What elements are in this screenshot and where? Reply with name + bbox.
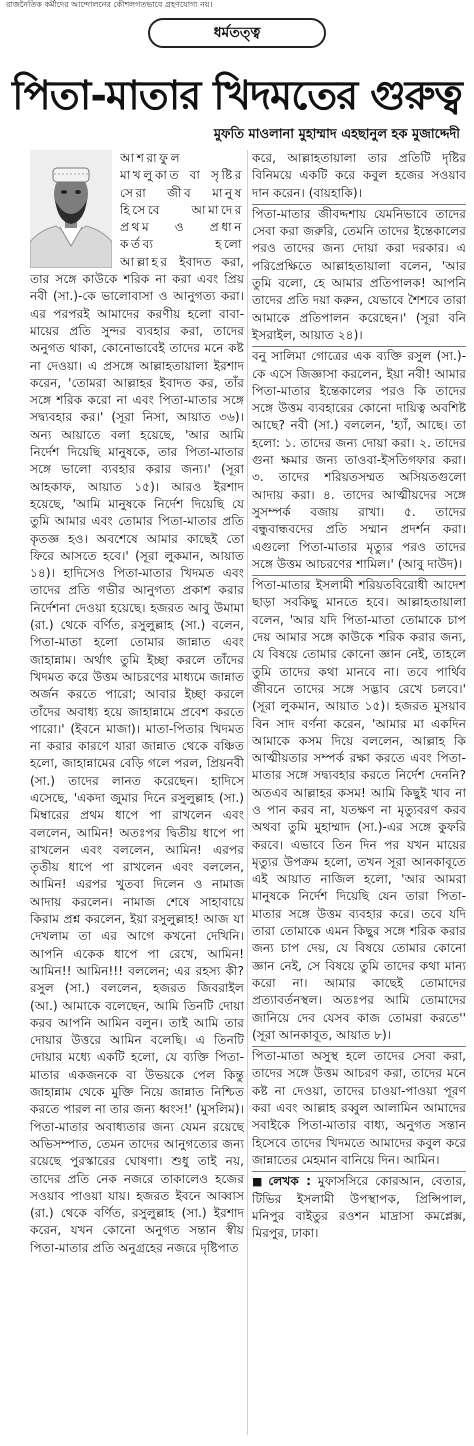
paragraph-rule: [252, 346, 466, 347]
article-paragraph: পিতা-মাতা অসুস্থ হলে তাদের সেবা করা, তাদের সঙ্গে উত্তম আচরণ করা, তাদের মনে কষ্ট না দেওয়া, তাদের চাওয়া-পাওয়া পূরণ করা এবং আল্লাহ রব্বুল আলামিন আমাদের সবাইকে পিতা-মাতার বাধ্য, অনুগত সন্তান হিসেবে তাদের খিদমতে আমাদের কবুল করে জান্নাতের মেহমান বানিয়ে দিন। আমিন।: [252, 1049, 466, 1167]
column-divider: [247, 150, 248, 1435]
article-column-left: [30, 150, 244, 1435]
article-paragraph: করে, আল্লাহতায়ালা তার প্রতিটি দৃষ্টির বিনিময়ে একটি করে কবুল হজের সওয়াব দান করেন। (বায়হাকি)।: [252, 151, 466, 200]
page-title: পিতা-মাতার খিদমতের গুরুত্ব: [12, 73, 462, 119]
paragraph-rule: [252, 1046, 466, 1047]
author-note-text: মুফাসসিরে কোরআন, বেতার, টিভির ইসলামী উপস্থাপক, প্রিন্সিপাল, মনিপুর বাইতুর রওশন মাদ্রাসা কমপ্লেক্স, মিরপুর, ঢাকা।: [252, 1174, 466, 1241]
photo-placeholder: [30, 150, 116, 270]
article-paragraph: ইবাদত করা, তার সঙ্গে কাউকে শরিক না করা এবং প্রিয় নবী (সা.)-কে ভালোবাসা ও আনুগত্য করা। এর পরপরই আমাদের করণীয় হলো বাবা-মায়ের প্রতি সুন্দর ব্যবহার করা, তাদের অনুগত থাকা, কোনোভাবেই তাদের মনে কষ্ট না দেওয়া। এ প্রসঙ্গে আল্লাহতায়ালা ইরশাদ করেন, 'তোমরা আল্লাহর ইবাদত কর, তাঁর সঙ্গে শরিক করো না এবং পিতা-মাতার সঙ্গে সদ্ব্যবহার কর।' (সূরা নিসা, আয়াত ৩৬)। অন্য আয়াতে বলা হয়েছে, 'আর আমি নির্দেশ দিয়েছি মানুষকে, তার পিতা-মাতার সঙ্গে ভালো ব্যবহার করার জন্য।' (সূরা আহকাফ, আয়াত ১৫)। আরও ইরশাদ হয়েছে, 'আমি মানুষকে নির্দেশ দিয়েছি যে তুমি আমার এবং তোমার পিতা-মাতার প্রতি কৃতজ্ঞ হও। অবশেষে আমার কাছেই তো ফিরে আসতে হবে।' (সূরা লুকমান, আয়াত ১৪)। হাদিসেও পিতা-মাতার খিদমত এবং তাদের প্রতি গভীর আনুগত্য প্রকাশ করার নির্দেশনা দেওয়া হয়েছে। হজরত আবু উমামা (রা.) থেকে বর্ণিত, রসুলুল্লাহ (সা.) বলেন, পিতা-মাতা হলো তোমার জান্নাত এবং জাহান্নাম। অর্থাৎ তুমি ইচ্ছা করলে তাঁদের খিদমত করে উত্তম আচরণের মাধ্যমে জান্নাত অর্জন করতে পারো; আবার ইচ্ছা করলে তাঁদের অবাধ্য হয়ে জাহান্নামে প্রবেশ করতে পারো।' (ইবনে মাজা)। মাতা-পিতার খিদমত না করার কারণে যারা জান্নাত থেকে বঞ্চিত হলো, জাহান্নামের বেড়ি গলে পরল, প্রিয়নবী (সা.) তাদের লানত করেছেন। হাদিসে এসেছে, 'একদা জুমার দিনে রসুলুল্লাহ (সা.) মিম্বারের প্রথম ধাপে পা রাখলেন এবং বললেন, আমিন! অতঃপর দ্বিতীয় ধাপে পা রাখলেন এবং বললেন, আমিন! এরপর তৃতীয় ধাপে পা রাখলেন এবং বললেন, আমিন! এরপর খুতবা দিলেন ও নামাজ আদায় করলেন। নামাজ শেষে সাহাবায়ে কিরাম প্রশ্ন করলেন, ইয়া রসুলুল্লাহ! আজ যা দেখলাম তা এর আগে কখনো দেখিনি। আপনি একেক ধাপে পা রেখে, আমিন! আমিন!! আমিন!!! বললেন; এর রহস্য কী? রসুল (সা.) বললেন, হজরত জিবরাইল (আ.) আমাকে বলেছেন, আমি তিনটি দোয়া করব আপনি আমিন বলুন। তাই আমি তার দোয়ার উত্তরে আমিন বলেছি। এ তিনটি দোয়ার মধ্যে একটি হলো, যে ব্যক্তি পিতা-মাতার একজনকে বা উভয়কে পেল কিন্তু জাহান্নাম থেকে মুক্তি নিয়ে জান্নাত নিশ্চিত করতে পারল না তার জন্য ধ্বংস!' (মুসলিম)। পিতা-মাতার অবাধ্যতার জন্য যেমন রয়েছে অভিসম্পাত, তেমন তাদের আনুগত্যের জন্য রয়েছে পুরস্কারের ঘোষণা। শুধু তাই নয়, তাদের প্রতি নেক নজরে তাকালেও হজের সওয়াব পাওয়া যায়। হজরত ইবনে আব্বাস (রা.) থেকে বর্ণিত, রসুলুল্লাহ (সা.) ইরশাদ করেন, যখন কোনো অনুগত সন্তান স্বীয় পিতা-মাতার প্রতি অনুগ্রহের নজরে দৃষ্টিপাত: [30, 254, 244, 1255]
author-note: [252, 1173, 466, 1242]
top-strip-text: রাজনৈতিক কর্মীদের আন্দোলনের কৌশলগতভাবে গ্রহণযোগ্য নয়।: [6, 0, 213, 9]
paragraph-rule: [252, 1171, 466, 1172]
author-byline: মুফতি মাওলানা মুহাম্মাদ এহছানুল হক মুজাদ্দেদী: [213, 127, 460, 142]
article-paragraph: পিতা-মাতার জীবদ্দশায় যেমনিভাবে তাদের সেবা করা জরুরি, তেমনি তাদের ইন্তেকালের পরও তাদের জন্য দোয়া করা দরকার। এ পরিপ্রেক্ষিতে আল্লাহতায়ালা বলেন, 'আর তুমি বলো, হে আমার প্রতিপালক! আপনি তাদের প্রতি দয়া করুন, যেভাবে শৈশবে তারা আমাকে প্রতিপালন করেছেন।' (সূরা বনি ইসরাইল, আয়াত ২৪)।: [252, 206, 466, 342]
article-lead-text: আশরাফুল মাখলুকাত বা সৃষ্টির সেরা জীব মানুষ হিসেবে আমাদের প্রথম ও প্রধান কর্তব্য হলো আল্লাহর: [120, 151, 244, 269]
paragraph-rule: [252, 575, 466, 576]
article-paragraph: বনু সালিমা গোত্রের এক ব্যক্তি রসুল (সা.)-কে এসে জিজ্ঞাসা করলেন, ইয়া নবী! আমার পিতা-মাতার ইন্তেকালের পরও কি তাদের সঙ্গে উত্তম ব্যবহারের কোনো দায়িত্ব অবশিষ্ট আছে? নবী (সা.) বললেন, 'হ্যাঁ, আছে। তা হলো: ১. তাদের জন্য দোয়া করা। ২. তাদের গুনা ক্ষমার জন্য তাওবা-ইসতিগফার করা। ৩. তাদের শরিয়তসম্মত অসিয়তগুলো আদায় করা। ৪. তাদের আত্মীয়দের সঙ্গে সুসম্পর্ক বজায় রাখা। ৫. তাদের বন্ধুবান্ধবদের প্রতি সম্মান প্রদর্শন করা। এগুলো পিতা-মাতার মৃত্যুর পরও তাদের সঙ্গে উত্তম আচরণের শামিল।' (আবু দাউদ)।: [252, 349, 466, 571]
author-note-label: লেখক :: [268, 1174, 311, 1189]
article-paragraph: পিতা-মাতার ইসলামী শরিয়তবিরোধী আদেশ ছাড়া সবকিছু মানতে হবে। আল্লাহতায়ালা বলেন, 'আর যদি পিতা-মাতা তোমাকে চাপ দেয় আমার সঙ্গে কাউকে শরিক করার জন্য, যে বিষয়ে তোমার কোনো জ্ঞান নেই, তাহলে তুমি তাদের কথা মানবে না। তবে পার্থিব জীবনে তাদের সঙ্গে সদ্ভাব রেখে চলবে।' (সূরা লুকমান, আয়াত ১৫)। হজরত মুসয়াব বিন সাদ বর্ণনা করেন, 'আমার মা একদিন আমাকে কসম দিয়ে বললেন, আল্লাহ কি আত্মীয়তার সম্পর্ক রক্ষা করতে এবং পিতা-মাতার সঙ্গে সদ্ব্যবহার করতে নির্দেশ দেননি? অতএব আল্লাহর কসম! আমি কিছুই খাব না ও পান করব না, যতক্ষণ না মৃত্যুবরণ করব অথবা তুমি মুহাম্মাদ (সা.)-এর সঙ্গে কুফরি করবে। এভাবে তিন দিন পর যখন মায়ের মৃত্যুর উপক্রম হলো, তখন সূরা আনকাবূতে এই আয়াত নাজিল হলো, 'আর আমরা মানুষকে নির্দেশ দিয়েছি যেন তারা পিতা-মাতার সঙ্গে উত্তম ব্যবহার করে। তবে যদি তারা তোমাকে এমন কিছুর সঙ্গে শরিক করার জন্য চাপ দেয়, যে বিষয়ে তোমার কোনো জ্ঞান নেই, সে বিষয়ে তুমি তাদের কথা মান্য করো না। আমার কাছেই তোমাদের প্রত্যাবর্তনস্থল। অতঃপর আমি তোমাদের জানিয়ে দেব যেসব কাজ তোমরা করতে'' (সূরা আনকাবূত, আয়াত ৮)।: [252, 578, 466, 1042]
section-tag: ধর্মতত্ত্ব: [148, 18, 326, 48]
article-column-right: [252, 150, 466, 1435]
paragraph-rule: [252, 204, 466, 205]
square-bullet-icon: ■: [252, 1175, 266, 1189]
